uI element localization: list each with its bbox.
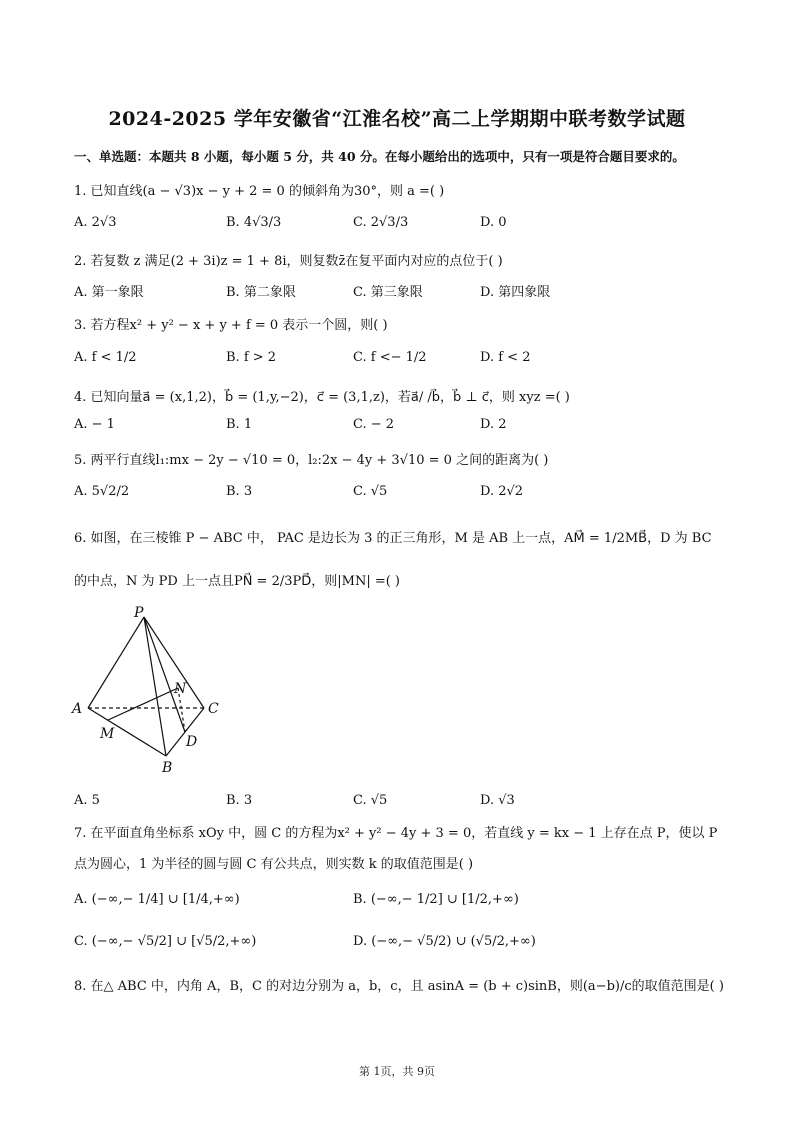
question-5-option-c: C. √5 (353, 484, 388, 499)
edge-pb (144, 617, 166, 756)
question-7-option-b: B. (−∞,− 1/2] ∪ [1/2,+∞) (353, 892, 519, 907)
section-heading: 一、单选题：本题共 8 小题，每小题 5 分，共 40 分。在每小题给出的选项中，只有一项是符合题目要求的。 (74, 149, 685, 164)
question-6-stem: 6. 如图，在三棱锥 P − ABC 中， PAC 是边长为 3 的正三角形，M 是 AB 上一点，AM⃗ = 1/2MB⃗，D 为 BC (74, 531, 712, 546)
question-2-option-a: A. 第一象限 (74, 285, 144, 300)
pyramid-figure (70, 605, 250, 780)
question-3-option-b: B. f > 2 (226, 350, 277, 365)
label-d: D (186, 734, 198, 750)
question-1-option-b: B. 4√3/3 (226, 215, 282, 230)
question-1-option-c: C. 2√3/3 (353, 215, 409, 230)
page-title: 2024-2025 学年安徽省“江淮名校”高二上学期期中联考数学试题 (108, 108, 686, 130)
question-6-option-a: A. 5 (74, 793, 100, 808)
question-5-option-a: A. 5√2/2 (74, 484, 130, 499)
question-4-option-a: A. − 1 (74, 417, 115, 432)
question-1-stem: 1. 已知直线(a − √3)x − y + 2 = 0 的倾斜角为30°，则 a =( ) (74, 184, 445, 199)
question-5-option-d: D. 2√2 (480, 484, 524, 499)
question-6-stem-cont: 的中点，N 为 PD 上一点且PN⃗ = 2/3PD⃗，则|MN| =( ) (74, 574, 400, 589)
label-b: B (162, 760, 173, 776)
question-6-option-b: B. 3 (226, 793, 253, 808)
page-footer: 第 1页，共 9页 (359, 1065, 435, 1078)
question-4-stem: 4. 已知向量a⃗ = (x,1,2)，b⃗ = (1,y,−2)，c⃗ = (3,1,z)，若a⃗/ /b⃗，b⃗ ⊥ c⃗，则 xyz =( ) (74, 390, 570, 405)
question-2-option-c: C. 第三象限 (353, 285, 423, 300)
question-2-stem: 2. 若复数 z 满足(2 + 3i)z = 1 + 8i，则复数z̄在复平面内对应的点位于( ) (74, 254, 503, 269)
label-n: N (174, 681, 187, 697)
question-4-option-b: B. 1 (226, 417, 253, 432)
question-3-stem: 3. 若方程x² + y² − x + y + f = 0 表示一个圆，则( ) (74, 318, 388, 333)
question-1-option-d: D. 0 (480, 215, 507, 230)
question-3-option-c: C. f <− 1/2 (353, 350, 427, 365)
question-7-option-c: C. (−∞,− √5/2] ∪ [√5/2,+∞) (74, 934, 257, 949)
question-7-stem: 7. 在平面直角坐标系 xOy 中，圆 C 的方程为x² + y² − 4y + 3 = 0，若直线 y = kx − 1 上存在点 P，使以 P (74, 826, 718, 841)
edge-pa (88, 617, 144, 708)
question-3-option-a: A. f < 1/2 (74, 350, 137, 365)
question-6-option-d: D. √3 (480, 793, 515, 808)
label-a: A (72, 701, 83, 717)
question-5-option-b: B. 3 (226, 484, 253, 499)
question-7-stem-cont: 点为圆心，1 为半径的圆与圆 C 有公共点，则实数 k 的取值范围是( ) (74, 857, 474, 872)
label-p: P (134, 605, 144, 621)
label-c: C (208, 701, 219, 717)
segment-mn-solid (108, 688, 178, 720)
label-m: M (100, 726, 115, 742)
question-2-option-b: B. 第二象限 (226, 285, 296, 300)
question-8-stem: 8. 在△ ABC 中，内角 A，B，C 的对边分别为 a，b，c，且 asinA = (b + c)sinB，则(a−b)/c的取值范围是( ) (74, 979, 724, 994)
question-7-option-d: D. (−∞,− √5/2) ∪ (√5/2,+∞) (353, 934, 536, 949)
question-3-option-d: D. f < 2 (480, 350, 531, 365)
question-7-option-a: A. (−∞,− 1/4] ∪ [1/4,+∞) (74, 892, 240, 907)
question-5-stem: 5. 两平行直线l₁:mx − 2y − √10 = 0，l₂:2x − 4y + 3√10 = 0 之间的距离为( ) (74, 453, 549, 468)
question-4-option-d: D. 2 (480, 417, 507, 432)
edge-pd (144, 617, 185, 732)
question-6-option-c: C. √5 (353, 793, 388, 808)
question-2-option-d: D. 第四象限 (480, 285, 551, 300)
question-4-option-c: C. − 2 (353, 417, 395, 432)
question-1-option-a: A. 2√3 (74, 215, 117, 230)
